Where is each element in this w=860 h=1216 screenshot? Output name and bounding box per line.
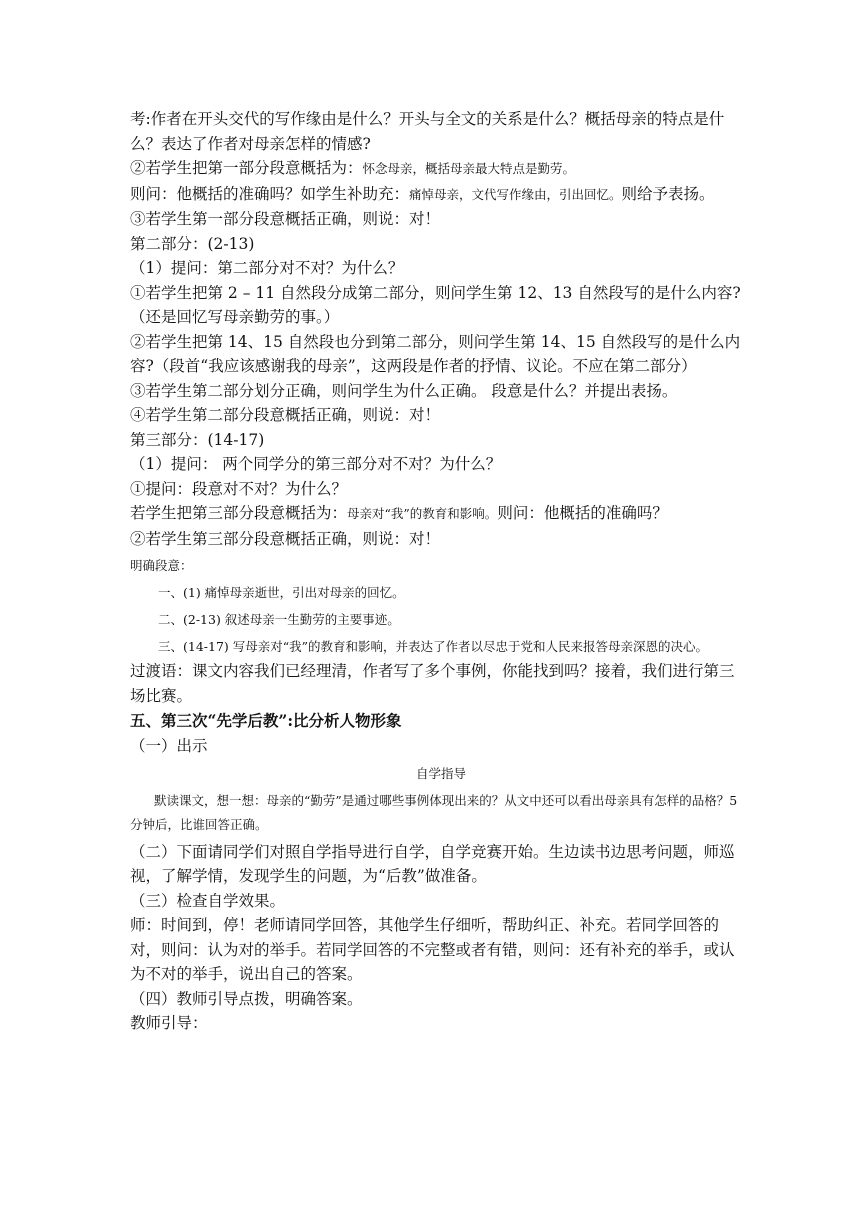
text-line xyxy=(130,182,742,208)
summary-text: 痛悼母亲，文代写作缘由，引出回忆。 xyxy=(409,186,622,202)
text-line: 教师引导： xyxy=(130,1014,208,1032)
section-label: 第二部分：(2-13) xyxy=(130,234,255,253)
text-line: （一）出示 xyxy=(130,737,208,755)
text-segment: 则问：他概括的准确吗？如学生补助充： xyxy=(130,184,410,203)
text-line: ①若学生把第 2 – 11 自然段分成第二部分，则问学生第 12、13 自然段写的是什么内容?（还是回忆写母亲勤劳的事。） xyxy=(130,283,741,326)
text-line xyxy=(130,501,742,527)
text-line: ④若学生第二部分段意概括正确，则说：对！ xyxy=(130,406,441,424)
text-line: ②若学生第三部分段意概括正确，则说：对！ xyxy=(130,529,441,548)
paragraph-meaning-1: 一、(1) 痛悼母亲逝世，引出对母亲的回忆。 xyxy=(158,585,405,600)
text-line: ②若学生把第 14、15 自然段也分到第二部分，则问学生第 14、15 自然段写的是什么内容?（段首“我应该感谢我的母亲”，这两段是作者的抒情、议论。不应在第二部分） xyxy=(130,332,741,375)
text-segment: 若学生把第三部分段意概括为： xyxy=(130,504,348,522)
text-line: （1）提问：第二部分对不对？为什么？ xyxy=(130,259,404,277)
text-line: ③若学生第二部分划分正确，则问学生为什么正确。 段意是什么？并提出表扬。 xyxy=(130,381,678,400)
text-line: 考:作者在开头交代的写作缘由是什么？开头与全文的关系是什么？概括母亲的特点是什么？表达了作者对母亲怎样的情感? xyxy=(130,110,725,153)
guide-title: 自学指导 xyxy=(415,765,466,781)
paragraph-meaning-3: 三、(14-17) 写母亲对“我”的教育和影响，并表达了作者以尽忠于党和人民来报答母亲深恩的决心。 xyxy=(158,639,709,654)
text-line xyxy=(130,156,742,182)
transition-text: 过渡语：课文内容我们已经理清，作者写了多个事例，你能找到吗？接着，我们进行第三场比赛。 xyxy=(130,662,735,705)
summary-text: 母亲对“我”的教育和影响。 xyxy=(347,506,498,521)
section-heading: 五、第三次“先学后教”:比分析人物形象 xyxy=(130,711,402,730)
summary-text: 怀念母亲，概括母亲最大特点是勤劳。 xyxy=(362,161,576,176)
text-segment: 则给予表扬。 xyxy=(621,184,715,203)
text-line: （三）检查自学效果。 xyxy=(130,891,286,910)
document-page xyxy=(130,107,742,1036)
section-label: 第三部分：(14-17) xyxy=(130,430,265,449)
text-line: （二）下面请同学们对照自学指导进行自学，自学竞赛开始。生边读书边思考问题，师巡视，了解学情，发现学生的问题，为“后教”做准备。 xyxy=(130,842,735,885)
text-segment: ②若学生把第一部分段意概括为： xyxy=(130,159,363,177)
text-line: ③若学生第一部分段意概括正确，则说：对！ xyxy=(130,210,441,228)
clarify-label: 明确段意： xyxy=(130,558,193,573)
text-line: 师：时间到，停！老师请同学回答，其他学生仔细听，帮助纠正、补充。若同学回答的对，则问：认为对的举手。若同学回答的不完整或者有错，则问：还有补充的举手，或认为不对的举手，说出自己的答案。 xyxy=(130,916,735,983)
text-line: （四）教师引导点拨，明确答案。 xyxy=(130,989,363,1008)
guide-text: 默读课文，想一想：母亲的“勤劳”是通过哪些事例体现出来的？从文中还可以看出母亲具有怎样的品格？5 分钟后，比谁回答正确。 xyxy=(130,792,738,832)
text-line: （1）提问： 两个同学分的第三部分对不对？为什么？ xyxy=(130,455,502,473)
paragraph-meaning-2: 二、(2-13) 叙述母亲一生勤劳的主要事迹。 xyxy=(158,612,400,627)
text-segment: 则问：他概括的准确吗？ xyxy=(497,504,668,522)
text-line: ①提问：段意对不对？为什么？ xyxy=(130,479,348,498)
